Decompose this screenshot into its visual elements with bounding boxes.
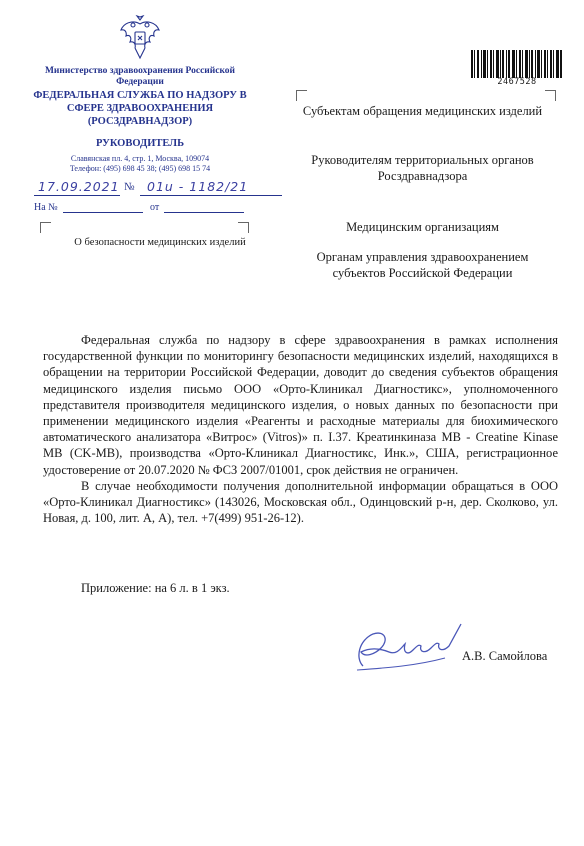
reply-reference-line	[34, 200, 294, 216]
registration-date: 17.09.2021	[38, 179, 120, 194]
number-underline	[140, 195, 282, 196]
addressee-corner-right	[545, 90, 556, 101]
addressee-3: Медицинским организациям	[346, 220, 499, 234]
registration-number: 01u - 1182/21	[147, 179, 249, 194]
letter-body	[43, 332, 558, 526]
from-underline	[164, 212, 244, 213]
body-paragraph-1: Федеральная служба по надзору в сфере здравоохранения в рамках исполнения государственной функции по мониторингу безопасности медицинских изделий, находящихся в обращении на территории Российской Федерации, доводит до сведения субъектов обращения медицинского изделия письмо ООО «Орто-Клиникал Диагностикс», уполномоченного представителя производителя медицинского изделия, о новых данных по безопасности при применении медицинского изделия «Реагенты и расходные материалы для биохимического автоматического анализатора «Витрос» (Vitros)» п. I.37. Креатинкиназа МВ - Creatine Kinase MB (CK-MB), производства «Орто-Клиникал Диагностикс, Инк.», США, регистрационное удостоверение от 20.07.2020 № ФСЗ 2007/01001, срок действия не ограничен.	[43, 333, 558, 477]
signer-name: А.В. Самойлова	[462, 649, 548, 663]
addressee-1: Субъектам обращения медицинских изделий	[302, 104, 543, 118]
subject-line: О безопасности медицинских изделий	[74, 237, 246, 248]
addressee-2: Руководителям территориальных органов Росздравнадзора	[311, 153, 534, 183]
ministry-name: Министерство здравоохранения Российской Федерации	[44, 66, 236, 87]
date-underline	[34, 195, 120, 196]
registration-line	[30, 178, 285, 198]
addressee-corner-left	[296, 90, 307, 101]
phone-line: Телефон: (495) 698 45 38; (495) 698 15 74	[69, 164, 211, 173]
subject-corner-right	[238, 222, 249, 233]
from-label: от	[150, 202, 160, 213]
barcode-number: 2467528	[497, 77, 537, 87]
address-line: Славянская пл. 4, стр. 1, Москва, 109074	[70, 154, 210, 163]
state-emblem-icon	[118, 14, 162, 62]
head-title: РУКОВОДИТЕЛЬ	[95, 138, 185, 149]
addressee-4: Органам управления здравоохранением субъектов Российской Федерации	[316, 250, 529, 280]
agency-name: ФЕДЕРАЛЬНАЯ СЛУЖБА ПО НАДЗОРУ В СФЕРЕ ЗДРАВООХРАНЕНИЯ (РОСЗДРАВНАДЗОР)	[33, 90, 247, 127]
body-paragraph-2: В случае необходимости получения дополнительной информации обращаться в ООО «Орто-Клиникал Диагностикс» (143026, Московская обл., Одинцовский р-н, дер. Сколково, ул. Новая, д. 100, лит. А, А), тел. +7(499) 951-26-12).	[43, 478, 558, 526]
on-no-underline	[63, 212, 143, 213]
appendix-line: Приложение: на 6 л. в 1 экз.	[81, 581, 230, 595]
subject-corner-left	[40, 222, 51, 233]
on-no-label: На №	[34, 202, 58, 213]
registration-number-label: №	[124, 181, 135, 193]
signature-icon	[345, 618, 465, 678]
agency-address	[20, 154, 260, 174]
